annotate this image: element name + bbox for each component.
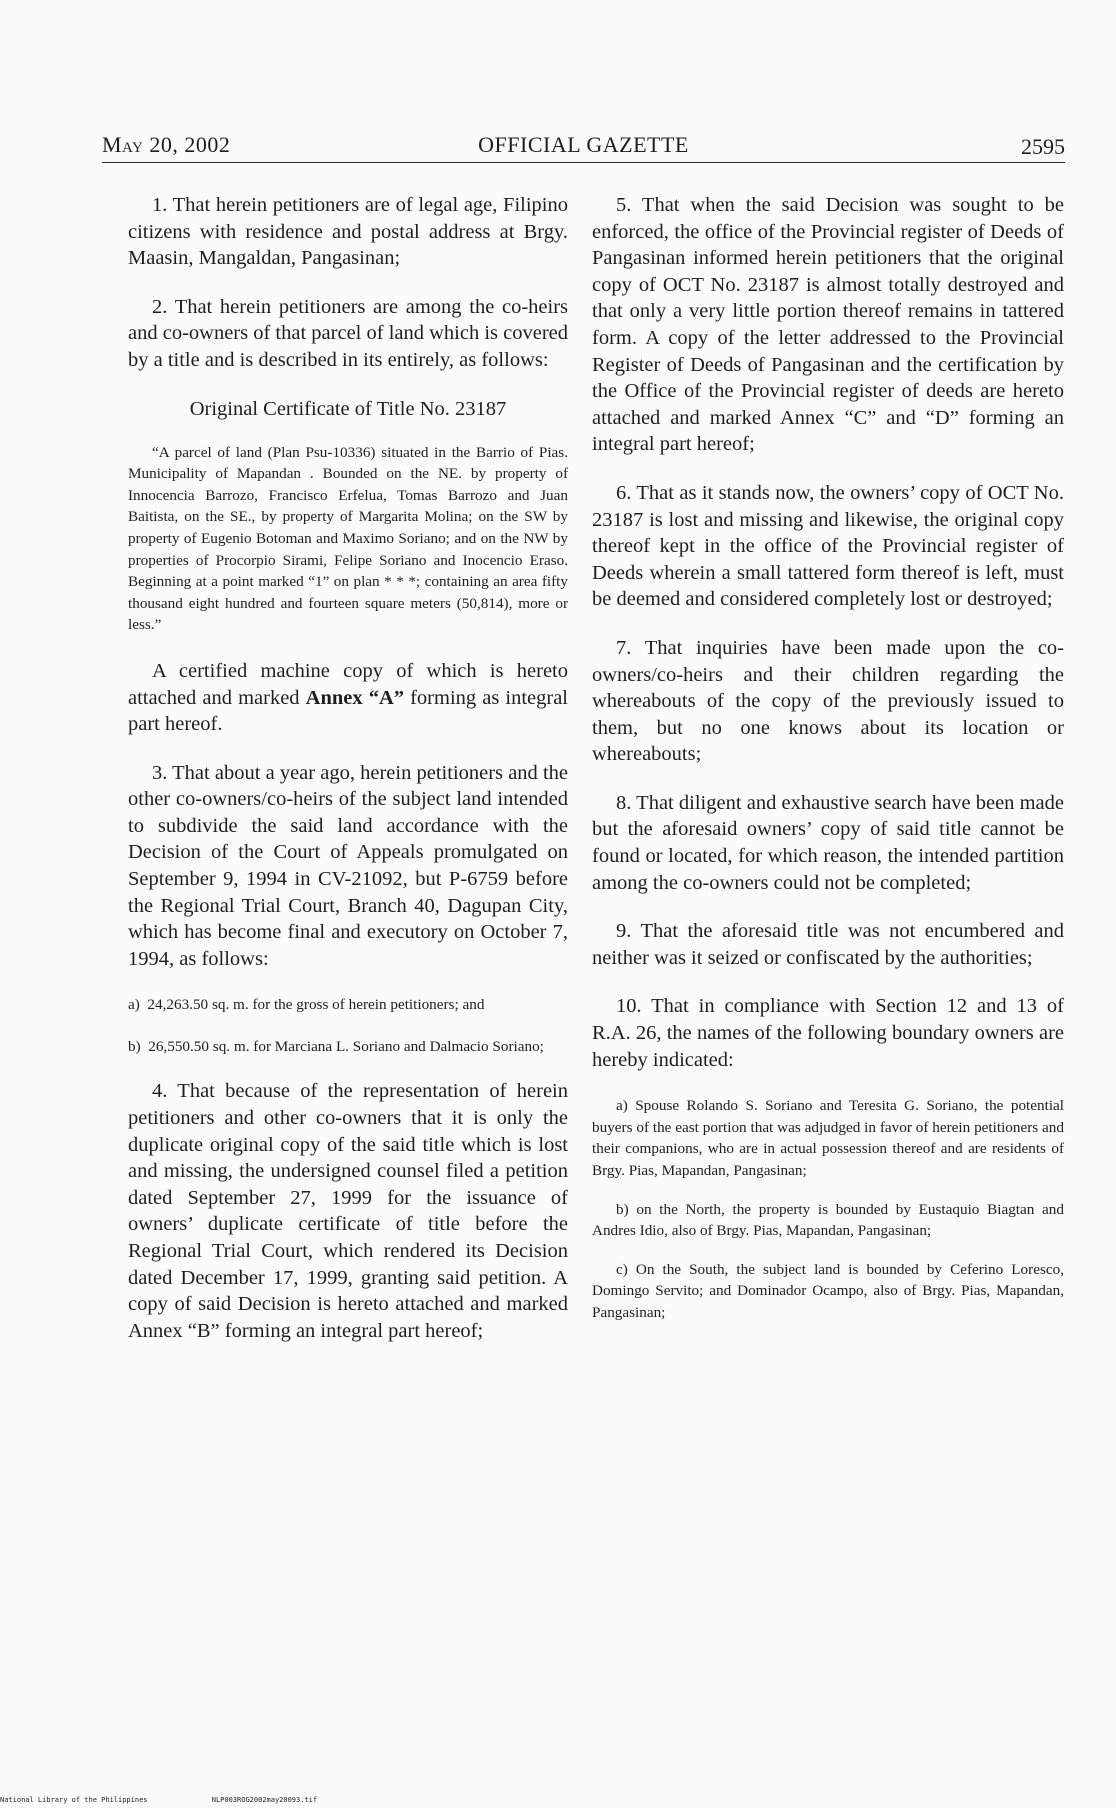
certified-copy-paragraph (128, 658, 568, 738)
scan-footer (0, 1796, 377, 1804)
land-description-quote: “A parcel of land (Plan Psu-10336) situated in the Barrio of Pias. Municipality of Mapandan . Bounded on the NE. by property of Innocencia Barrozo, Francisco Erfelua, Tomas Barrozo and Juan Baitista, on the SE., by property of Margarita Molina; on the SW by property of Eugenio Botoman and Maximo Soriano; and on the NW by properties of Procorpio Sirami, Felipe Soriano and Inocencio Eraso. Beginning at a point marked “1” on plan * * *; containing an area fifty thousand eight hundred and fourteen square meters (50,814), more or less.” (128, 443, 568, 634)
certificate-title: Original Certificate of Title No. 23187 (189, 397, 507, 420)
paragraph-8: 8. That diligent and exhaustive search have been made but the aforesaid owners’ copy of said title cannot be found or located, for which reason, the intended partition among the co-owners could not be completed; (592, 791, 1064, 894)
page-header (102, 128, 1065, 163)
paragraph-4: 4. That because of the representation of herein petitioners and other co-owners that it is only the duplicate original copy of the said title which is lost and missing, the undersigned counsel filed a petition dated September 27, 1999 for the issuance of owners’ duplicate certificate of title before the Regional Trial Court, which rendered its Decision dated December 17, 1999, granting said petition. A copy of said Decision is hereto attached and marked Annex “B” forming an integral part hereof; (128, 1080, 568, 1342)
list-item-a: a) 24,263.50 sq. m. for the gross of herein petitioners; and (128, 996, 485, 1014)
paragraph-3: 3. That about a year ago, herein petitioners and the other co-owners/co-heirs of the subject land intended to subdivide the said land accordance with the Decision of the Court of Appeals promulgated on September 9, 1994 in CV-21092, but P-6759 before the Regional Trial Court, Branch 40, Dagupan City, which has become final and executory on October 7, 1994, as follows: (128, 761, 568, 970)
paragraph-2: 2. That herein petitioners are among the co-heirs and co-owners of that parcel of land which is covered by a title and is described in its entirely, as follows: (128, 295, 569, 371)
list-item-b: b) 26,550.50 sq. m. for Marciana L. Soriano and Dalmacio Soriano; (128, 1038, 544, 1056)
paragraph-9: 9. That the aforesaid title was not encumbered and neither was it seized or confiscated by the authorities; (592, 920, 1064, 969)
paragraph-10: 10. That in compliance with Section 12 and 13 of R.A. 26, the names of the following boundary owners are hereby indicated: (592, 995, 1064, 1071)
paragraph-7: 7. That inquiries have been made upon the co-owners/co-heirs and their children regarding the whereabouts of the copy of the previously issued to them, but no one knows about its location or whereabouts; (592, 636, 1064, 766)
issue-date: May 20, 2002 (102, 132, 231, 157)
boundary-owner-c: c) On the South, the subject land is bounded by Ceferino Loresco, Domingo Servito; and Dominador Ocampo, also of Brgy. Pias, Mapandan, Pangasinan; (592, 1260, 1064, 1321)
page-number: 2595 (1021, 134, 1065, 159)
certified-text-after: forming as integral part hereof. (128, 686, 569, 736)
certified-text-before: A certified machine copy of which is hereto attached and marked (128, 659, 568, 709)
publication-title: OFFICIAL GAZETTE (478, 132, 689, 157)
annex-a-label: Annex “A” (305, 686, 404, 709)
footer-filename: NLP003ROG2002may20093.tif (211, 1796, 318, 1804)
left-column (128, 192, 568, 1366)
right-column (592, 192, 1064, 1341)
boundary-owner-b: b) on the North, the property is bounded by Eustaquio Biagtan and Andres Idio, also of Brgy. Pias, Mapandan, Pangasinan; (592, 1200, 1064, 1240)
paragraph-5: 5. That when the said Decision was sought to be enforced, the office of the Provincial register of Deeds of Pangasinan informed herein petitioners that the original copy of OCT No. 23187 is almost totally destroyed and that only a very little portion thereof remains in tattered form. A copy of the letter addressed to the Provincial Register of Deeds of Pangasinan and the certification by the Office of the Provincial register of deeds are hereto attached and marked Annex “C” and “D” forming an integral part hereof; (592, 194, 1064, 456)
paragraph-6: 6. That as it stands now, the owners’ copy of OCT No. 23187 is lost and missing and likewise, the original copy thereof kept in the office of the Provincial register of Deeds wherein a small tattered form thereof is left, must be deemed and considered completely lost or destroyed; (592, 481, 1064, 611)
paragraph-1: 1. That herein petitioners are of legal age, Filipino citizens with residence and postal address at Brgy. Maasin, Mangaldan, Pangasinan; (128, 194, 568, 270)
footer-library: National Library of the Philippines (0, 1796, 148, 1804)
boundary-owner-a: a) Spouse Rolando S. Soriano and Teresita G. Soriano, the potential buyers of the east portion that was adjudged in favor of herein petitioners and their companions, who are in actual possession thereof and are residents of Brgy. Pias, Mapandan, Pangasinan; (592, 1097, 1064, 1179)
